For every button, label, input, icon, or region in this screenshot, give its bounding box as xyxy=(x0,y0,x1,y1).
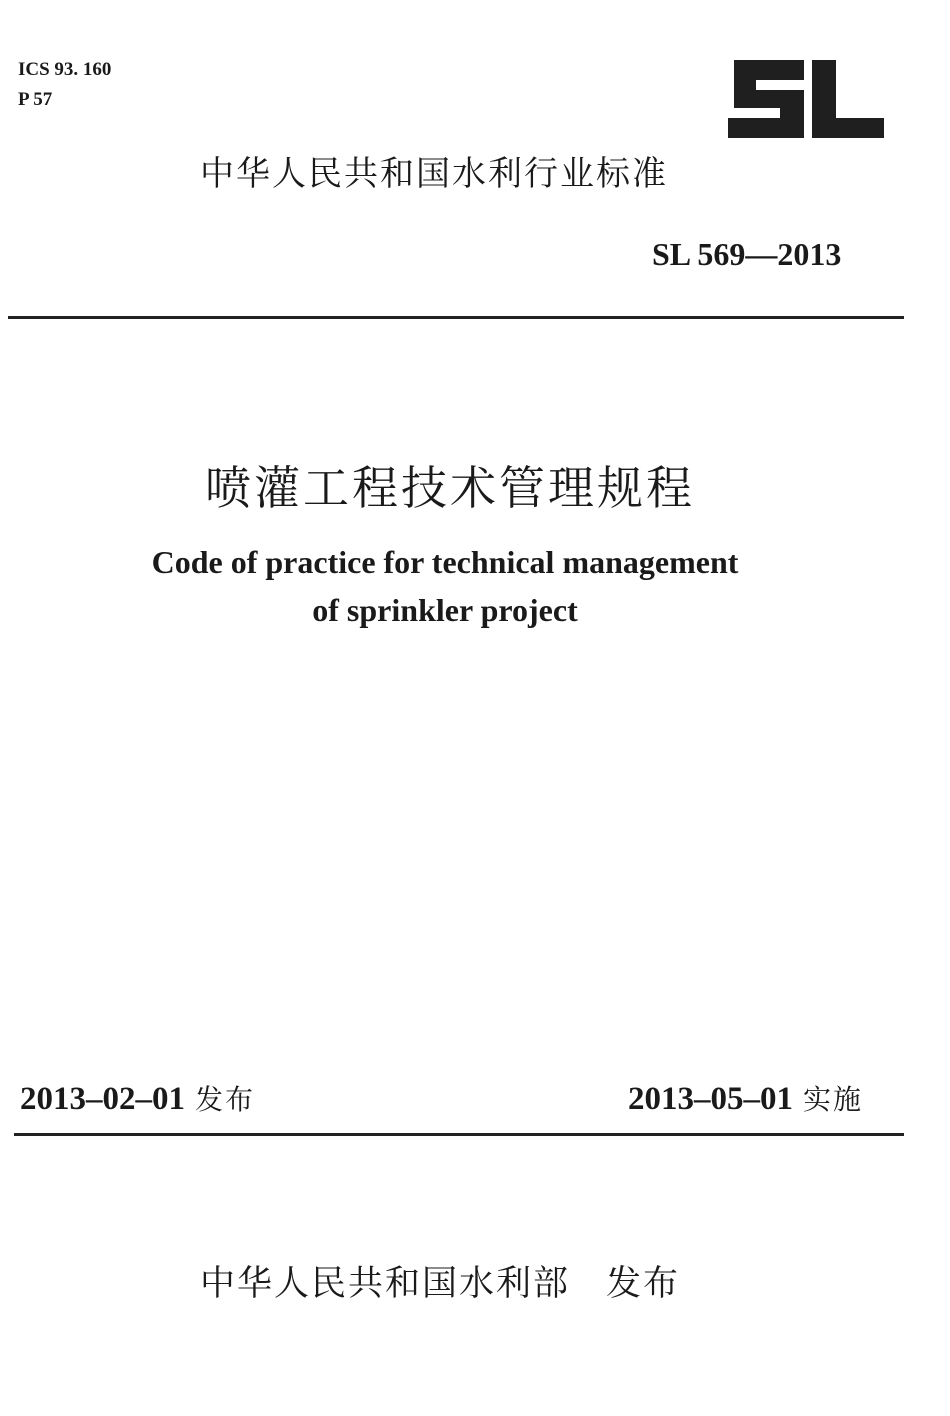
sl-logo xyxy=(726,58,886,140)
implement-label: 实施 xyxy=(803,1083,864,1116)
organization-title: 中华人民共和国水利行业标准 xyxy=(200,154,668,194)
sl-logo-l xyxy=(812,60,884,138)
publish-label: 发布 xyxy=(195,1083,256,1116)
classification-block xyxy=(18,55,111,115)
chinese-title: 喷灌工程技术管理规程 xyxy=(205,461,695,515)
issue-label: 发布 xyxy=(606,1264,681,1304)
standard-number: SL 569—2013 xyxy=(652,236,842,272)
classification-code: P 57 xyxy=(18,89,53,110)
sl-logo-s xyxy=(728,60,804,138)
ics-code: ICS 93. 160 xyxy=(18,59,112,80)
publish-date: 2013–02–01 xyxy=(20,1081,185,1117)
top-divider xyxy=(8,316,904,319)
implement-date: 2013–05–01 xyxy=(628,1081,793,1117)
publish-date-block xyxy=(20,1078,255,1118)
english-title-line-2: of sprinkler project xyxy=(312,592,578,628)
bottom-divider xyxy=(14,1133,904,1136)
issuer-line xyxy=(200,1256,680,1306)
issuer-name: 中华人民共和国水利部 xyxy=(200,1264,571,1304)
english-title-line-1: Code of practice for technical management xyxy=(151,544,739,580)
implement-date-block xyxy=(628,1078,863,1118)
english-title xyxy=(0,538,890,634)
